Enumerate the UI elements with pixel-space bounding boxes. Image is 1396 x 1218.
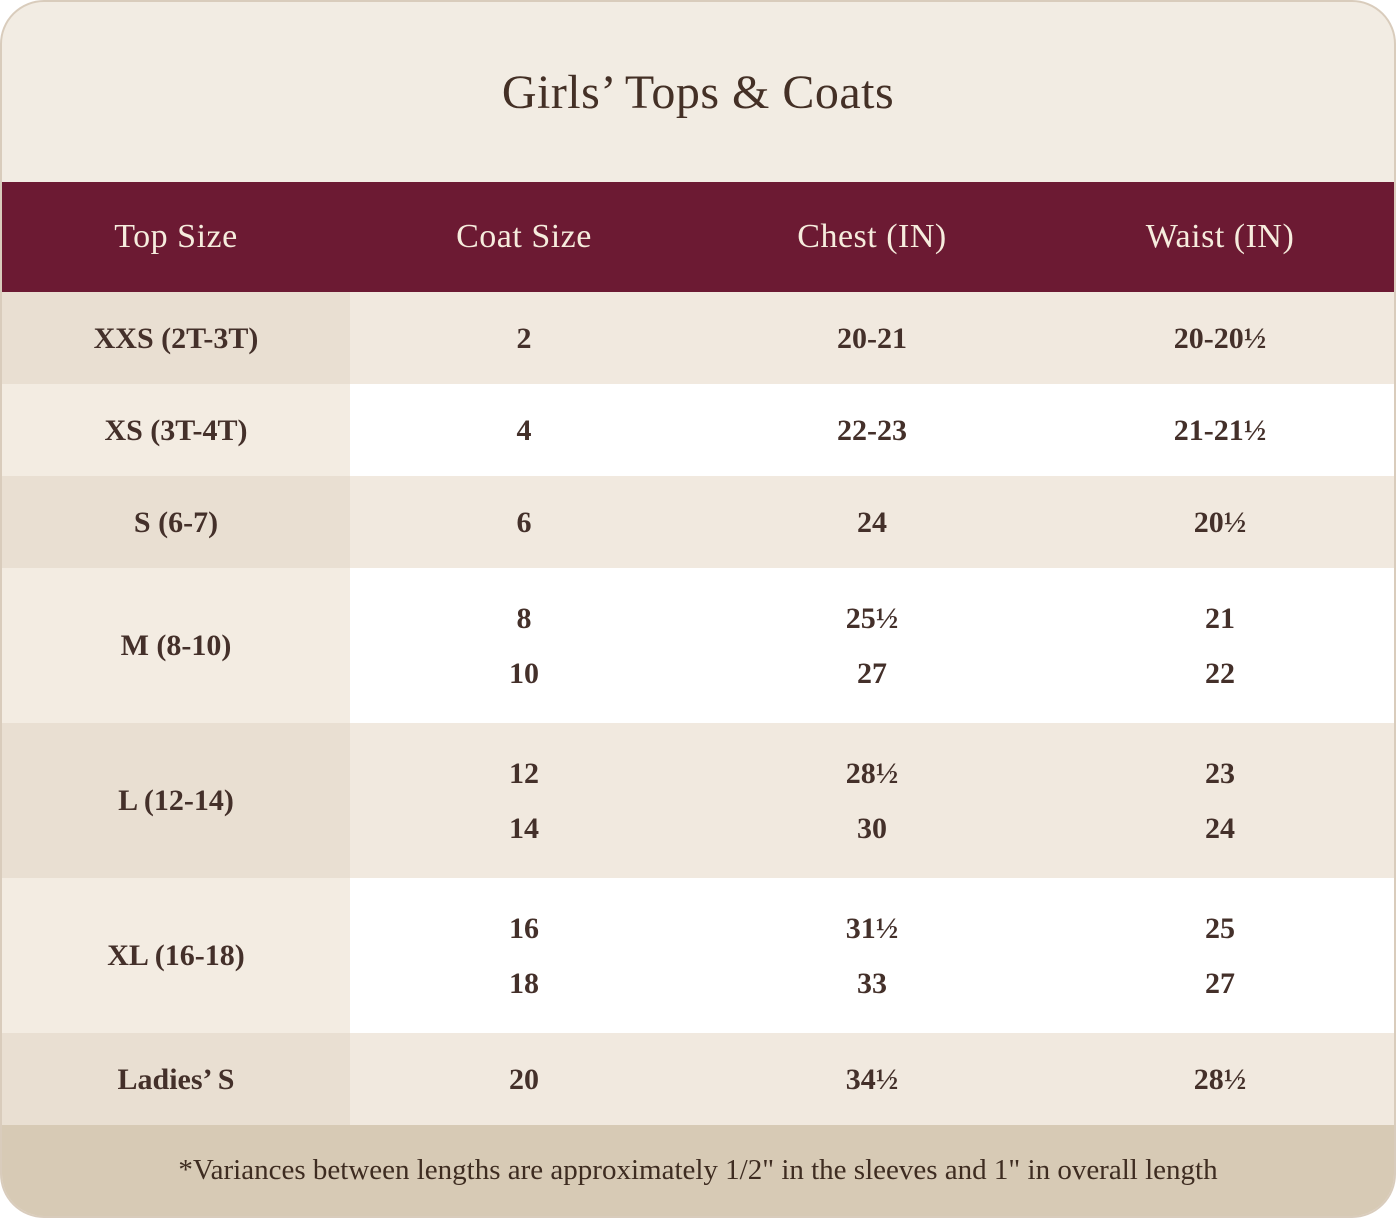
header-waist: Waist (IN) bbox=[1145, 218, 1295, 255]
waist-value: 28½ bbox=[1193, 1062, 1247, 1096]
waist-value: 20-20½ bbox=[1173, 321, 1267, 355]
waist-value: 21 bbox=[1205, 601, 1235, 635]
page-title: Girls’ Tops & Coats bbox=[501, 65, 895, 119]
coat-size-value: 18 bbox=[509, 966, 539, 1000]
cell-chest bbox=[698, 476, 1046, 568]
cell-top-size bbox=[2, 1033, 350, 1125]
cell-waist bbox=[1046, 723, 1394, 878]
table-header-row bbox=[2, 182, 1394, 292]
chest-value: 31½ bbox=[845, 911, 899, 945]
coat-size-value: 12 bbox=[509, 756, 539, 790]
chest-value: 25½ bbox=[845, 601, 899, 635]
waist-value: 21-21½ bbox=[1173, 413, 1267, 447]
table-row-xl bbox=[2, 878, 1394, 1033]
cell-chest bbox=[698, 568, 1046, 723]
chest-value: 27 bbox=[857, 656, 887, 690]
cell-chest bbox=[698, 878, 1046, 1033]
top-size-value: S (6-7) bbox=[133, 505, 219, 539]
table-row-ladies-s bbox=[2, 1033, 1394, 1125]
chest-value: 30 bbox=[857, 811, 887, 845]
cell-coat-size bbox=[350, 878, 698, 1033]
top-size-value: XXS (2T-3T) bbox=[93, 321, 259, 355]
chest-value: 24 bbox=[857, 505, 887, 539]
cell-coat-size bbox=[350, 476, 698, 568]
title-zone bbox=[2, 2, 1394, 182]
cell-waist bbox=[1046, 878, 1394, 1033]
header-top-size: Top Size bbox=[114, 218, 238, 255]
table-row-l bbox=[2, 723, 1394, 878]
footnote-band bbox=[2, 1125, 1394, 1216]
cell-chest bbox=[698, 723, 1046, 878]
cell-top-size bbox=[2, 878, 350, 1033]
cell-coat-size bbox=[350, 568, 698, 723]
chest-value: 28½ bbox=[845, 756, 899, 790]
cell-coat-size bbox=[350, 723, 698, 878]
coat-size-value: 2 bbox=[516, 321, 532, 355]
chest-value: 33 bbox=[857, 966, 887, 1000]
cell-top-size bbox=[2, 292, 350, 384]
top-size-value: M (8-10) bbox=[120, 629, 232, 662]
table-row-m bbox=[2, 568, 1394, 723]
header-coat-size: Coat Size bbox=[456, 218, 592, 255]
waist-value: 23 bbox=[1205, 756, 1235, 790]
table-row-xs bbox=[2, 384, 1394, 476]
top-size-value: XL (16-18) bbox=[107, 939, 245, 972]
coat-size-value: 20 bbox=[509, 1062, 539, 1096]
cell-coat-size bbox=[350, 292, 698, 384]
coat-size-value: 8 bbox=[516, 601, 532, 635]
cell-top-size bbox=[2, 476, 350, 568]
cell-waist bbox=[1046, 384, 1394, 476]
top-size-value: XS (3T-4T) bbox=[104, 413, 248, 447]
coat-size-value: 6 bbox=[516, 505, 532, 539]
footnote-text: *Variances between lengths are approximately 1/2" in the sleeves and 1" in overall length bbox=[178, 1154, 1218, 1186]
cell-chest bbox=[698, 1033, 1046, 1125]
cell-coat-size bbox=[350, 1033, 698, 1125]
waist-value: 22 bbox=[1205, 656, 1235, 690]
cell-waist bbox=[1046, 292, 1394, 384]
coat-size-value: 16 bbox=[509, 911, 539, 945]
coat-size-value: 4 bbox=[516, 413, 532, 447]
waist-value: 24 bbox=[1205, 811, 1235, 845]
cell-top-size bbox=[2, 384, 350, 476]
cell-waist bbox=[1046, 568, 1394, 723]
cell-chest bbox=[698, 292, 1046, 384]
cell-top-size bbox=[2, 723, 350, 878]
top-size-value: L (12-14) bbox=[118, 784, 234, 817]
chest-value: 20-21 bbox=[837, 321, 907, 355]
cell-coat-size bbox=[350, 384, 698, 476]
table-row-xxs bbox=[2, 292, 1394, 384]
coat-size-value: 14 bbox=[509, 811, 539, 845]
cell-top-size bbox=[2, 568, 350, 723]
table-row-s bbox=[2, 476, 1394, 568]
header-chest: Chest (IN) bbox=[797, 218, 947, 255]
waist-value: 27 bbox=[1205, 966, 1235, 1000]
waist-value: 20½ bbox=[1193, 505, 1247, 539]
chest-value: 34½ bbox=[845, 1062, 899, 1096]
cell-chest bbox=[698, 384, 1046, 476]
coat-size-value: 10 bbox=[509, 656, 539, 690]
chest-value: 22-23 bbox=[837, 413, 907, 447]
cell-waist bbox=[1046, 1033, 1394, 1125]
top-size-value: Ladies’ S bbox=[117, 1062, 235, 1096]
cell-waist bbox=[1046, 476, 1394, 568]
waist-value: 25 bbox=[1205, 911, 1235, 945]
